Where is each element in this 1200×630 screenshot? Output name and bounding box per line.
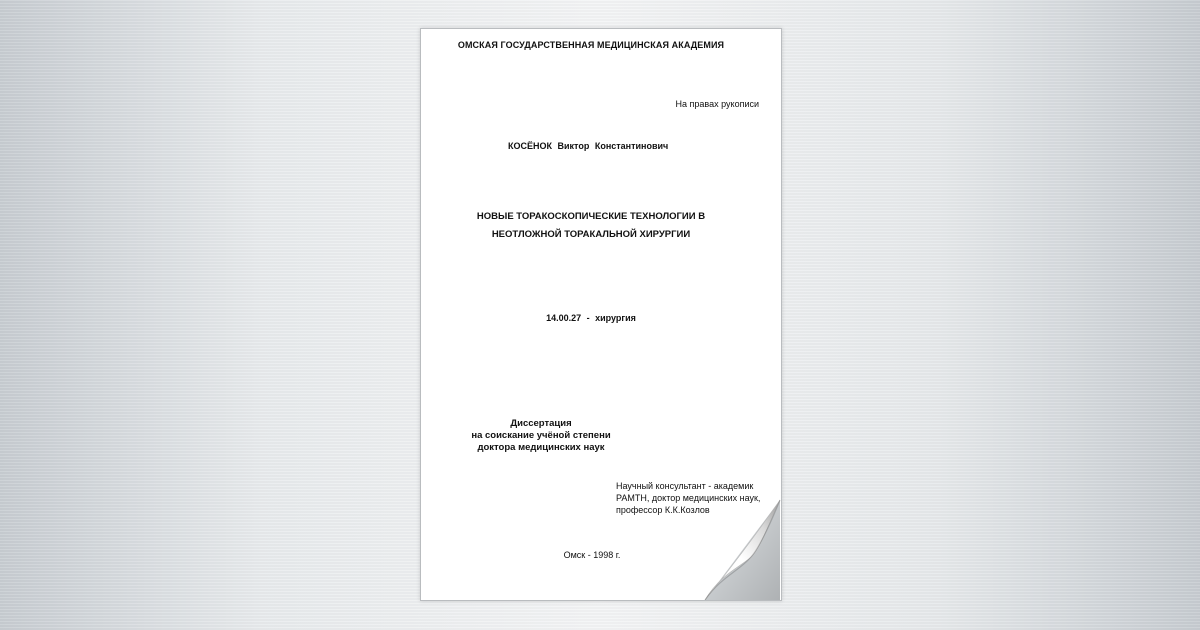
- specialty-code: 14.00.27 - хирургия: [546, 313, 636, 323]
- institution-name: ОМСКАЯ ГОСУДАРСТВЕННАЯ МЕДИЦИНСКАЯ АКАДЕМИЯ: [457, 40, 725, 50]
- adviser-line: РАМТН, доктор медицинских наук,: [616, 493, 761, 503]
- adviser-line: профессор К.К.Козлов: [616, 505, 710, 515]
- adviser-line: Научный консультант - академик: [616, 481, 754, 491]
- rights-note: На правах рукописи: [675, 99, 759, 109]
- degree-line: Диссертация: [510, 418, 572, 429]
- title-line: НЕОТЛОЖНОЙ ТОРАКАЛЬНОЙ ХИРУРГИИ: [491, 229, 691, 240]
- dissertation-title: [421, 208, 761, 244]
- author-name: КОСЁНОК Виктор Константинович: [508, 141, 669, 151]
- degree-statement: [421, 418, 661, 454]
- title-line: НОВЫЕ ТОРАКОСКОПИЧЕСКИЕ ТЕХНОЛОГИИ В: [476, 211, 706, 222]
- degree-line: на соискание учёной степени: [471, 430, 611, 441]
- page-curl-icon: [700, 480, 782, 600]
- city-year: Омск - 1998 г.: [563, 550, 621, 560]
- degree-line: доктора медицинских наук: [477, 442, 605, 453]
